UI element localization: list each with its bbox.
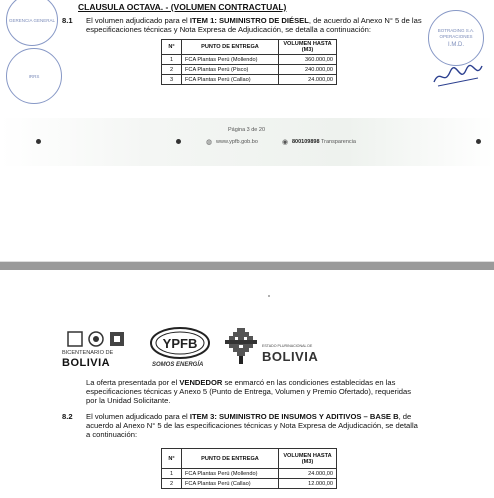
para-8-2-bold: ITEM 3: SUMINISTRO DE INSUMOS Y ADITIVOS – BASE B [189,412,399,421]
bicentenario-emblem-icon [66,330,126,348]
intro-post: se enmarcó en las condiciones establecidas en las especificaciones técnicas y Anexo 5 (Punto de Entrega, Volumen y Premio Ofertado), requeridas por la Unidad Solicitante. [86,378,412,405]
cell-number: 1 [162,55,182,65]
intro-bold: VENDEDOR [179,378,223,387]
scan-speck [268,295,270,297]
col-header-volume: VOLUMEN HASTA (M3) [279,40,337,55]
volume-table-item3 [161,448,337,489]
cell-number: 3 [162,75,182,85]
stamp-left-inner-text: IRRS [28,73,40,79]
para-8-2-text [86,412,422,439]
col-header-number: N° [162,449,182,469]
para-8-2-number: 8.2 [62,412,73,421]
footer-phone-label: Transparencia [320,139,356,145]
table-row [162,75,337,85]
col-header-delivery-point: PUNTO DE ENTREGA [182,449,279,469]
bicentenario-logo [62,330,130,370]
footer-phone-number: 800109898 [292,139,320,145]
ypfb-logo-text: YPFB [162,336,198,351]
col-header-volume: VOLUMEN HASTA (M3) [279,449,337,469]
para-8-1-post: , de acuerdo al Anexo N° 5 de las especificaciones técnicas y Nota Expresa de Adjudicación, se detalla a continuación: [86,16,422,34]
cell-volume: 12.000,00 [279,479,337,489]
col-header-delivery-point: PUNTO DE ENTREGA [182,40,279,55]
table-row [162,65,337,75]
stamp-right-text: BOTRADING S.A. OPERACIONES [437,28,475,39]
cell-delivery-point: FCA Plantas Perú (Mollendo) [182,55,279,65]
footer-website[interactable]: www.ypfb.gob.bo [216,139,258,145]
para-8-2-post: , de acuerdo al Anexo N° 5 de las especificaciones técnicas y Nota Expresa de Adjudicación, se detalla a continuación: [86,412,418,439]
volume-table-item1 [161,39,337,85]
cell-delivery-point: FCA Plantas Perú (Callao) [182,479,279,489]
cell-volume: 24.000,00 [279,75,337,85]
stamp-left [6,0,58,46]
para-8-2-pre: El volumen adjudicado para el [86,412,190,421]
footer-phone [292,139,356,145]
globe-icon: ◍ [206,139,213,146]
footer-bullet-center [176,139,181,144]
stamp-left-lower [6,48,62,104]
wiphala-emblem-icon [224,328,258,364]
cell-number: 2 [162,65,182,75]
estado-top-text: ESTADO PLURINACIONAL DE [262,344,313,348]
intro-paragraph [86,378,422,405]
phone-icon: ◉ [282,139,289,146]
stamp-left-text: GERENCIA GENERAL [8,17,55,23]
table-header-row [162,449,337,469]
cell-delivery-point: FCA Plantas Perú (Mollendo) [182,469,279,479]
document-page-2 [0,270,494,498]
intro-pre: La oferta presentada por el [86,378,180,387]
table-row [162,55,337,65]
cell-delivery-point: FCA Plantas Perú (Pisco) [182,65,279,75]
page-number-label: Página 3 de 20 [228,127,266,133]
stamp-right-inner-text: I.M.D. [448,42,464,48]
footer-bullet-right [476,139,481,144]
stamp-right [428,10,484,66]
table-row [162,479,337,489]
estado-bottom-text: BOLIVIA [262,349,319,364]
table-header-row [162,40,337,55]
table-row [162,469,337,479]
ypfb-shield-icon [149,326,211,360]
para-8-1-text [86,16,422,34]
para-8-1-number: 8.1 [62,16,73,25]
para-8-1-bold: ITEM 1: SUMINISTRO DE DIÉSEL [189,16,309,25]
signature-mark [430,60,486,90]
bicentenario-top-text: BICENTENARIO DE [62,350,114,356]
footer-bullet-left [36,139,41,144]
cell-number: 1 [162,469,182,479]
estado-plurinacional-logo [224,328,334,368]
cell-volume: 240.000,00 [279,65,337,75]
cell-volume: 360.000,00 [279,55,337,65]
ypfb-logo [146,326,216,372]
bicentenario-bottom-text: BOLIVIA [62,357,111,369]
para-8-1-pre: El volumen adjudicado para el [86,16,190,25]
cell-delivery-point: FCA Plantas Perú (Callao) [182,75,279,85]
clause-title: CLAUSULA OCTAVA. - (VOLUMEN CONTRACTUAL) [78,2,287,12]
cell-volume: 24.000,00 [279,469,337,479]
ypfb-tagline: SOMOS ENERGÍA [152,362,204,368]
cell-number: 2 [162,479,182,489]
col-header-number: N° [162,40,182,55]
